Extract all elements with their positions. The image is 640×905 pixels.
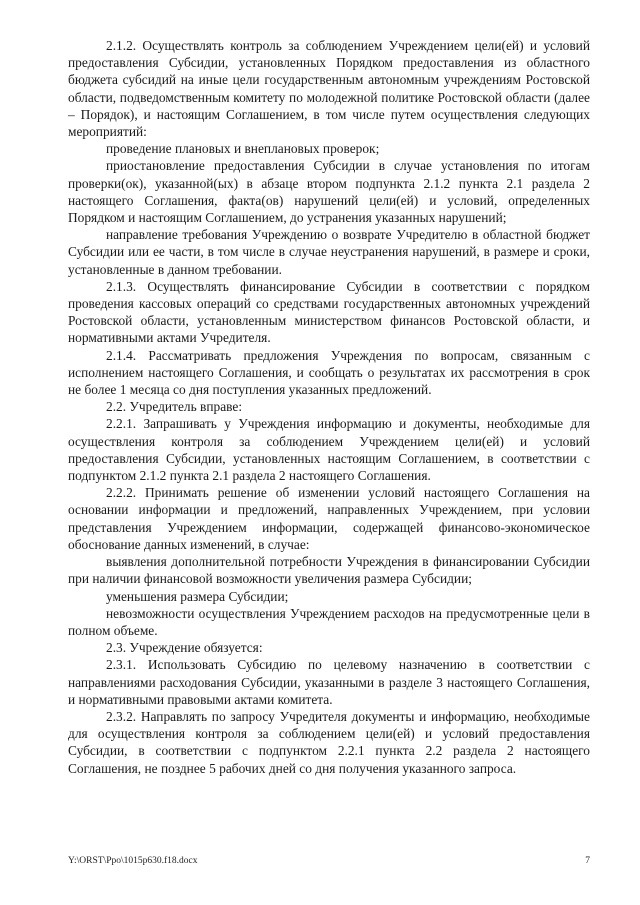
paragraph-return-demand: направление требования Учреждению о возврате Учредителю в областной бюджет Субсидии или ее части, в том числе в случае неустранения нарушений, в размере и сроки, установленные в данном требовании. — [68, 227, 590, 277]
paragraph-suspension: приостановление предоставления Субсидии в случае установления по итогам проверки(ок), указанной(ых) в абзаце втором подпункта 2.1.2 пункта 2.1 раздела 2 настоящего Соглашения, факта(ов) нарушений цели(ей) и условий, определенных Порядком и настоящим Соглашением, до устранения указанных нарушений; — [68, 158, 590, 226]
paragraph-2-2-1: 2.2.1. Запрашивать у Учреждения информацию и документы, необходимые для осуществления контроля за соблюдением Учреждением цели(ей) и условий предоставления Субсидии, установленных настоящим Соглашением, в соответствии с подпунктом 2.1.2 пункта 2.1 раздела 2 настоящего Соглашения. — [68, 416, 590, 484]
paragraph-2-1-3: 2.1.3. Осуществлять финансирование Субсидии в соответствии с порядком проведения кассовых операций со средствами государственных автономных учреждений Ростовской области, установленным министерством финансов Ростовской области, и нормативными актами Учредителя. — [68, 278, 590, 346]
paragraph-additional-need: выявления дополнительной потребности Учреждения в финансировании Субсидии при наличии финансовой возможности увеличения размера Субсидии; — [68, 554, 590, 587]
paragraph-2-1-4: 2.1.4. Рассматривать предложения Учреждения по вопросам, связанным с исполнением настоящего Соглашения, и сообщать о результатах их рассмотрения в срок не более 1 месяца со дня поступления указанных предложений. — [68, 347, 590, 398]
paragraph-2-2-2: 2.2.2. Принимать решение об изменении условий настоящего Соглашения на основании информации и предложений, направленных Учреждением, при условии представления Учреждением информации, содержащей финансово-экономическое обоснование данных изменений, в случае: — [68, 485, 590, 552]
paragraph-2-1-2: 2.1.2. Осуществлять контроль за соблюдением Учреждением цели(ей) и условий предоставления Субсидии, установленных Порядком предоставления из областного бюджета субсидий на иные цели государственным автономным учреждениям Ростовской области, подведомственным комитету по молодежной политике Ростовской области (далее – Порядок), и настоящим Соглашением, в том числе путем осуществления следующих мероприятий: — [68, 38, 590, 140]
paragraph-2-2: 2.2. Учредитель вправе: — [106, 399, 243, 415]
paragraph-2-3-1: 2.3.1. Использовать Субсидию по целевому назначению в соответствии с направлениями расходования Субсидии, указанными в разделе 3 настоящего Соглашения, и нормативными правовыми актами комитета. — [68, 657, 590, 707]
document-body — [68, 37, 590, 777]
file-path: Y:\ORST\Ppo\1015p630.f18.docx — [68, 856, 198, 866]
paragraph-2-3-2: 2.3.2. Направлять по запросу Учредителя документы и информацию, необходимые для осуществления контроля за соблюдением цели(ей) и условий предоставления Субсидии, в соответствии с подпунктом 2.2.1 пункта 2.2 раздела 2 настоящего Соглашения, не позднее 5 рабочих дней со дня получения указанного запроса. — [68, 708, 590, 776]
paragraph-inspections: проведение плановых и внеплановых проверок; — [106, 141, 380, 157]
page-number: 7 — [585, 856, 590, 866]
paragraph-reduction: уменьшения размера Субсидии; — [106, 588, 289, 604]
paragraph-2-3: 2.3. Учреждение обязуется: — [106, 640, 263, 656]
paragraph-impossibility: невозможности осуществления Учреждением расходов на предусмотренные цели в полном объеме. — [68, 605, 590, 638]
